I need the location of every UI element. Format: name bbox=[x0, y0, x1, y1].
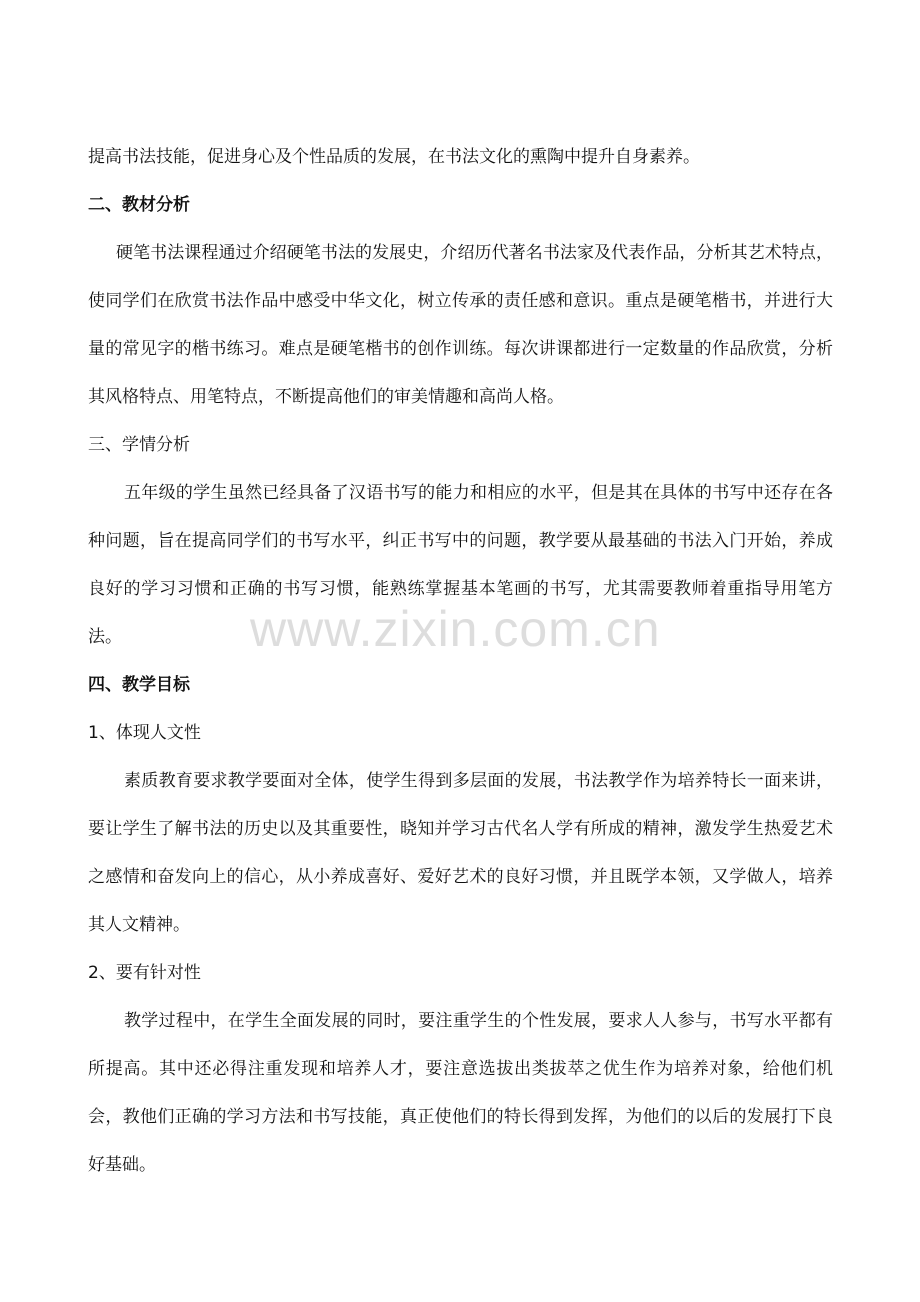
heading-textbook-analysis: 二、教材分析 bbox=[88, 195, 190, 215]
watermark-text: www.zixin.com.cn bbox=[250, 601, 661, 657]
paragraph-humanistic: 素质教育要求教学要面对全体，使学生得到多层面的发展，书法教学作为培养特长一面来讲，要让学生了解书法的历史以及其重要性，晓知并学习古代名人学有所成的精神，激发学生热爱艺术之感情和奋发向上的信心，从小养成喜好、爱好艺术的良好习惯，并且既学本领，又学做人，培养其人文精神。 bbox=[88, 771, 833, 935]
heading-student-analysis: 三、学情分析 bbox=[88, 435, 190, 455]
document-body bbox=[88, 133, 833, 1189]
paragraph-continuation: 提高书法技能，促进身心及个性品质的发展，在书法文化的熏陶中提升自身素养。 bbox=[88, 147, 700, 167]
paragraph-student-analysis: 五年级的学生虽然已经具备了汉语书写的能力和相应的水平，但是其在具体的书写中还存在各种问题，旨在提高同学们的书写水平，纠正书写中的问题，教学要从最基础的书法入门开始，养成良好的学习习惯和正确的书写习惯，能熟练掌握基本笔画的书写，尤其需要教师着重指导用笔方法。 bbox=[88, 483, 833, 647]
subheading-targeted: 2、要有针对性 bbox=[88, 963, 201, 983]
paragraph-textbook-analysis: 硬笔书法课程通过介绍硬笔书法的发展史，介绍历代著名书法家及代表作品，分析其艺术特点，使同学们在欣赏书法作品中感受中华文化，树立传承的责任感和意识。重点是硬笔楷书，并进行大量的常见字的楷书练习。难点是硬笔楷书的创作训练。每次讲课都进行一定数量的作品欣赏，分析其风格特点、用笔特点，不断提高他们的审美情趣和高尚人格。 bbox=[88, 243, 833, 407]
subheading-humanistic: 1、体现人文性 bbox=[88, 723, 201, 743]
paragraph-targeted: 教学过程中，在学生全面发展的同时，要注重学生的个性发展，要求人人参与，书写水平都有所提高。其中还必得注重发现和培养人才，要注意选拔出类拔萃之优生作为培养对象，给他们机会，教他们正确的学习方法和书写技能，真正使他们的特长得到发挥，为他们的以后的发展打下良好基础。 bbox=[88, 1011, 833, 1175]
heading-teaching-goals: 四、教学目标 bbox=[88, 675, 190, 695]
